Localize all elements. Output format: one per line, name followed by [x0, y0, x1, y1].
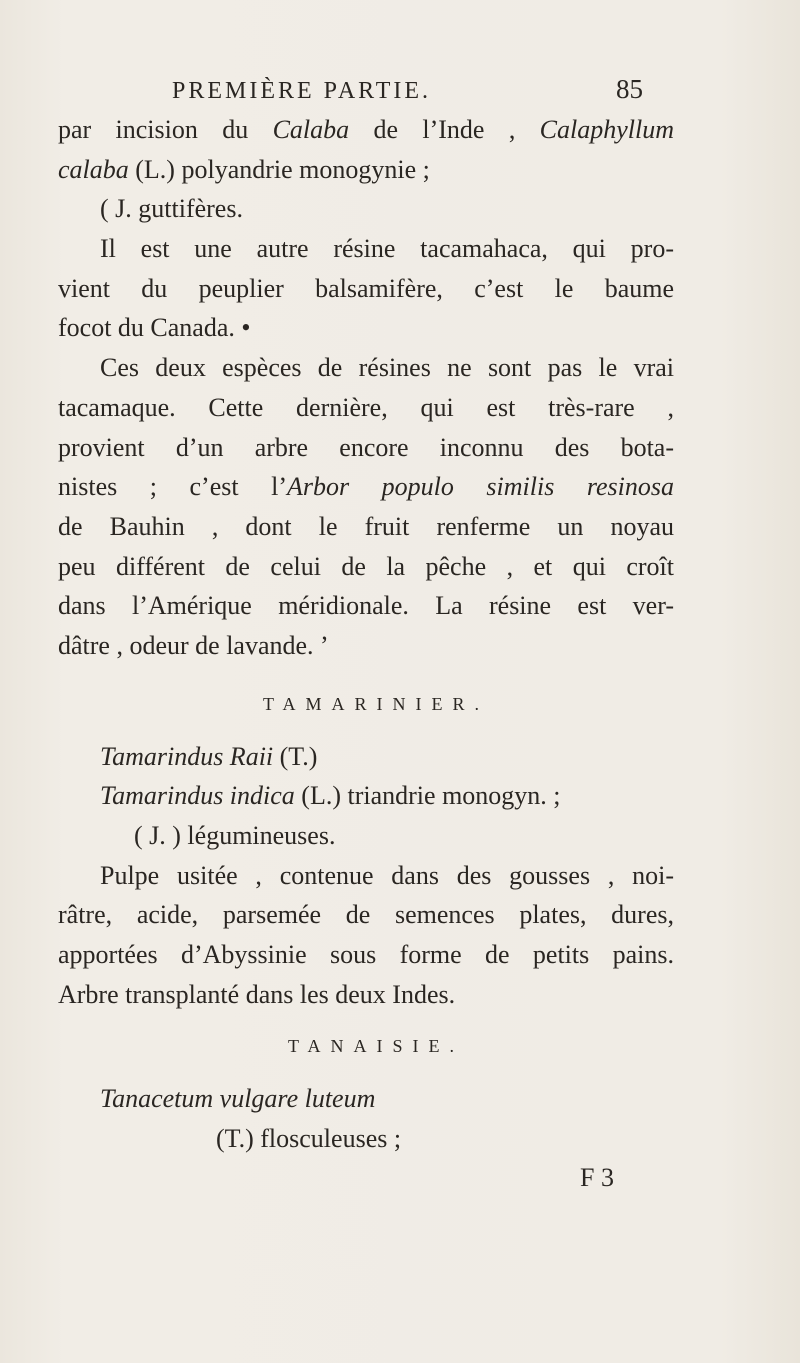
italic-run: calaba — [58, 154, 129, 184]
text-run: nistes ; c’est l’ — [58, 472, 287, 502]
body-text — [58, 110, 674, 1197]
text-line — [58, 467, 674, 507]
spacer — [58, 1067, 674, 1079]
page-number: 85 — [616, 74, 643, 104]
section-heading-tanaisie: TANAISIE. — [287, 1036, 465, 1057]
text-line: peu différent de celui de la pêche , et qui croît — [58, 551, 674, 581]
text-line — [58, 1079, 674, 1119]
italic-run: Tanacetum vulgare luteum — [100, 1084, 376, 1114]
italic-run: Tamarindus indica — [100, 781, 295, 811]
text-line: ( J. guttifères. — [100, 194, 243, 224]
text-line: Pulpe usitée , contenue dans des gousses , noi- — [100, 860, 674, 890]
page-header — [0, 74, 800, 114]
text-line: Ces deux espèces de résines ne sont pas le vrai — [100, 353, 674, 383]
italic-run: Calaphyllum — [539, 115, 674, 144]
text-run: (L.) polyandrie monogynie ; — [128, 154, 430, 184]
running-title: PREMIÈRE PARTIE. — [172, 78, 432, 104]
text-line: vient du peuplier balsamifère, c’est le baume — [58, 273, 674, 303]
text-run: (L.) triandrie monogyn. ; — [294, 781, 561, 811]
text-run: par incision du — [58, 115, 273, 144]
text-run: (T.) — [273, 741, 318, 771]
text-line: (T.) flosculeuses ; — [216, 1124, 402, 1154]
text-line: Arbre transplanté dans les deux Indes. — [58, 979, 456, 1009]
italic-run: Tamarindus Raii — [100, 741, 274, 771]
text-line — [58, 737, 674, 777]
text-line: dans l’Amérique méridionale. La résine est ver- — [58, 591, 674, 621]
text-run: de l’Inde , — [349, 115, 540, 144]
text-line: focot du Canada. • — [58, 313, 251, 343]
text-line — [58, 150, 674, 190]
text-line: provient d’un arbre encore inconnu des bota- — [58, 432, 674, 462]
text-line: Il est une autre résine tacamahaca, qui pro- — [100, 234, 674, 264]
text-line: apportées d’Abyssinie sous forme de petits pains. — [58, 940, 674, 970]
text-line — [58, 776, 674, 816]
spacer — [58, 666, 674, 684]
text-line: tacamaque. Cette dernière, qui est très-rare , — [58, 392, 674, 422]
italic-run: Calaba — [272, 115, 350, 144]
text-line: dâtre , odeur de lavande. ’ — [58, 630, 329, 660]
text-line: de Bauhin , dont le fruit renferme un noyau — [58, 511, 674, 541]
italic-run: Arbor populo similis resinosa — [287, 472, 674, 502]
printer-signature-mark: F 3 — [580, 1162, 614, 1192]
spacer — [58, 1014, 674, 1026]
text-line — [58, 110, 674, 150]
section-heading-tamarinier: TAMARINIER. — [262, 693, 490, 714]
text-line: râtre, acide, parsemée de semences plates, dures, — [58, 900, 674, 930]
text-line: ( J. ) légumineuses. — [134, 821, 336, 850]
spacer — [58, 725, 674, 737]
